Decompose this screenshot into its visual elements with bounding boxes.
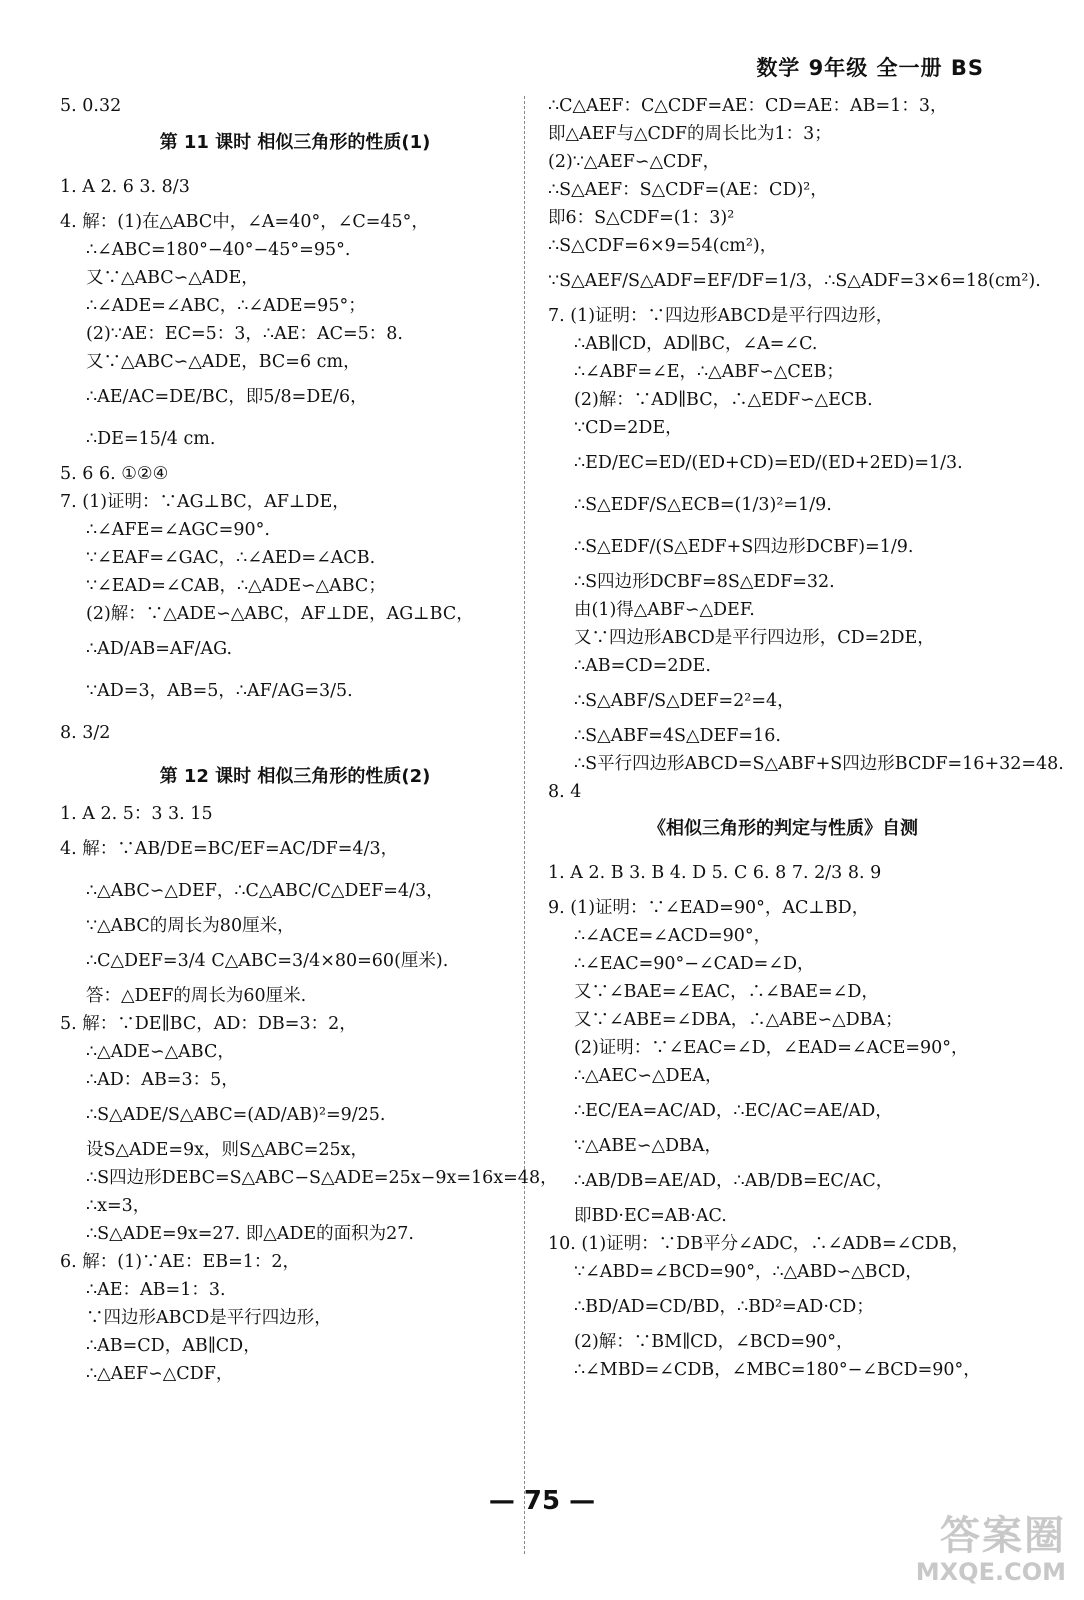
answer-line: ∴C△AEF：C△CDF=AE：CD=AE：AB=1：3， xyxy=(548,96,948,116)
answer-line: ∴AD/AB=AF/AG. xyxy=(86,639,233,659)
answer-line: ∴∠ABF=∠E，∴△ABF∽△CEB； xyxy=(574,362,844,382)
answer-line: ∴△AEC∽△DEA， xyxy=(574,1066,723,1086)
answer-line: 即6：S△CDF=(1：3)² xyxy=(548,208,735,228)
answer-line: 即△AEF与△CDF的周长比为1：3； xyxy=(548,124,832,144)
answer-line: 8. 3/2 xyxy=(60,723,111,743)
answer-line: ∴S△AEF：S△CDF=(AE：CD)²， xyxy=(548,180,828,200)
answer-line: ∴S△CDF=6×9=54(cm²)， xyxy=(548,236,778,256)
answer-line: 8. 4 xyxy=(548,782,582,802)
answer-line: ∵△ABE∽△DBA， xyxy=(574,1136,723,1156)
answer-line: (2)证明：∵∠EAC=∠D，∠EAD=∠ACE=90°， xyxy=(574,1038,969,1058)
answer-line: ∴∠ADE=∠ABC，∴∠ADE=95°； xyxy=(86,296,366,316)
answer-line: ∴S△ADE/S△ABC=(AD/AB)²=9/25. xyxy=(86,1105,386,1125)
answer-line: ∵∠EAF=∠GAC，∴∠AED=∠ACB. xyxy=(86,548,376,568)
answer-line: ∴S四边形DCBF=8S△EDF=32. xyxy=(574,572,835,592)
watermark-logo: 答案圈 xyxy=(940,1513,1066,1559)
answer-line: ∵∠ABD=∠BCD=90°，∴△ABD∽△BCD， xyxy=(574,1262,923,1282)
answer-line: ∴S△ABF/S△DEF=2²=4， xyxy=(574,691,795,711)
answer-line: 又∵四边形ABCD是平行四边形，CD=2DE， xyxy=(574,628,935,648)
answer-line: ∴△ADE∽△ABC， xyxy=(86,1042,235,1062)
answer-line: ∴C△DEF=3/4 C△ABC=3/4×80=60(厘米). xyxy=(86,951,449,971)
page-number: — 75 — xyxy=(488,1486,596,1516)
answer-line: 7. (1)证明：∵四边形ABCD是平行四边形， xyxy=(548,306,894,326)
answer-line: 答：△DEF的周长为60厘米. xyxy=(86,986,307,1006)
answer-line: ∵∠EAD=∠CAB，∴△ADE∽△ABC； xyxy=(86,576,386,596)
answer-line: ∵△ABC的周长为80厘米， xyxy=(86,916,295,936)
answer-line: ∴S△EDF/(S△EDF+S四边形DCBF)=1/9. xyxy=(574,537,914,557)
answer-line: 又∵△ABC∽△ADE， xyxy=(86,268,259,288)
answer-line: ∴EC/EA=AC/AD，∴EC/AC=AE/AD， xyxy=(574,1101,893,1121)
answer-line: ∵CD=2DE， xyxy=(574,418,683,438)
answer-line: ∴AE/AC=DE/BC，即5/8=DE/6， xyxy=(86,387,368,407)
answer-line: (2)解：∵BM∥CD，∠BCD=90°， xyxy=(574,1332,854,1352)
section-heading-lesson-11: 第 11 课时 相似三角形的性质(1) xyxy=(159,132,431,153)
answer-line: ∴∠ABC=180°−40°−45°=95°. xyxy=(86,240,351,260)
answer-line: 又∵△ABC∽△ADE，BC=6 cm， xyxy=(86,352,361,372)
answer-line: ∴AB∥CD，AD∥BC，∠A=∠C. xyxy=(574,334,818,354)
answer-line: (2)∵AE：EC=5：3，∴AE：AC=5：8. xyxy=(86,324,403,344)
answer-line: ∴AD：AB=3：5， xyxy=(86,1070,239,1090)
answer-line: ∴∠AFE=∠AGC=90°. xyxy=(86,520,270,540)
answer-line: ∴AB/DB=AE/AD，∴AB/DB=EC/AC， xyxy=(574,1171,894,1191)
answer-line: ∴△AEF∽△CDF， xyxy=(86,1364,234,1384)
answer-line: ∴S△ABF=4S△DEF=16. xyxy=(574,726,781,746)
answer-line: 7. (1)证明：∵AG⊥BC，AF⊥DE， xyxy=(60,492,350,512)
section-heading-self-test: 《相似三角形的判定与性质》自测 xyxy=(648,818,918,839)
answer-line: ∴S△EDF/S△ECB=(1/3)²=1/9. xyxy=(574,495,832,515)
answer-line: ∴S四边形DEBC=S△ABC−S△ADE=25x−9x=16x=48， xyxy=(86,1168,558,1188)
answer-line: 4. 解：∵AB/DE=BC/EF=AC/DF=4/3， xyxy=(60,839,399,859)
answer-line: 设S△ADE=9x，则S△ABC=25x， xyxy=(86,1140,369,1160)
answer-line: ∴△ABC∽△DEF，∴C△ABC/C△DEF=4/3， xyxy=(86,881,444,901)
watermark-url: MXQE.COM xyxy=(915,1558,1066,1586)
answer-line: (2)∵△AEF∽△CDF， xyxy=(548,152,721,172)
answer-line: 5. 解：∵DE∥BC，AD：DB=3：2， xyxy=(60,1014,357,1034)
answer-line: ∴AB=CD，AB∥CD， xyxy=(86,1336,261,1356)
answer-line: ∵AD=3，AB=5，∴AF/AG=3/5. xyxy=(86,681,353,701)
answer-line: 4. 解：(1)在△ABC中，∠A=40°，∠C=45°， xyxy=(60,212,429,232)
page-header: 数学 9年级 全一册 BS xyxy=(756,56,984,80)
answer-line: (2)解：∵AD∥BC，∴△EDF∽△ECB. xyxy=(574,390,873,410)
answer-line: (2)解：∵△ADE∽△ABC，AF⊥DE，AG⊥BC， xyxy=(86,604,474,624)
answer-line: ∴∠EAC=90°−∠CAD=∠D， xyxy=(574,954,815,974)
section-heading-lesson-12: 第 12 课时 相似三角形的性质(2) xyxy=(159,766,431,787)
left-column xyxy=(60,92,558,1388)
answer-line: ∴x=3， xyxy=(86,1196,151,1216)
answer-line: ∵S△AEF/S△ADF=EF/DF=1/3，∴S△ADF=3×6=18(cm²). xyxy=(548,271,1041,291)
answer-line: ∵四边形ABCD是平行四边形， xyxy=(86,1308,332,1328)
answer-line: ∴∠ACE=∠ACD=90°， xyxy=(574,926,772,946)
answer-line: ∴AB=CD=2DE. xyxy=(574,656,711,676)
answer-line: ∴AE：AB=1：3. xyxy=(86,1280,226,1300)
answer-line: 5. 0.32 xyxy=(60,96,122,116)
right-column xyxy=(548,92,1064,1384)
answer-line: ∴∠MBD=∠CDB，∠MBC=180°−∠BCD=90°， xyxy=(574,1360,981,1380)
answer-line: 又∵∠BAE=∠EAC，∴∠BAE=∠D， xyxy=(574,982,879,1002)
answer-line: 6. 解：(1)∵AE：EB=1：2， xyxy=(60,1252,301,1272)
answer-line: 10. (1)证明：∵DB平分∠ADC，∴∠ADB=∠CDB， xyxy=(548,1234,970,1254)
watermark xyxy=(916,1514,1066,1586)
answer-line: 9. (1)证明：∵∠EAD=90°，AC⊥BD， xyxy=(548,898,870,918)
answer-line: 1. A 2. 5：3 3. 15 xyxy=(60,804,213,824)
answer-line: 1. A 2. B 3. B 4. D 5. C 6. 8 7. 2/3 8. 9 xyxy=(548,863,882,883)
answer-line: 又∵∠ABE=∠DBA，∴△ABE∽△DBA； xyxy=(574,1010,903,1030)
answer-line: 5. 6 6. ①②④ xyxy=(60,464,169,484)
answer-line: ∴S平行四边形ABCD=S△ABF+S四边形BCDF=16+32=48. xyxy=(574,754,1064,774)
answer-line: ∴ED/EC=ED/(ED+CD)=ED/(ED+2ED)=1/3. xyxy=(574,453,963,473)
answer-line: ∴BD/AD=CD/BD，∴BD²=AD·CD； xyxy=(574,1297,874,1317)
answer-line: ∴S△ADE=9x=27. 即△ADE的面积为27. xyxy=(86,1224,414,1244)
answer-line: 由(1)得△ABF∽△DEF. xyxy=(574,600,755,620)
answer-line: 即BD·EC=AB·AC. xyxy=(574,1206,727,1226)
answer-line: 1. A 2. 6 3. 8/3 xyxy=(60,177,190,197)
answer-line: ∴DE=15/4 cm. xyxy=(86,429,216,449)
